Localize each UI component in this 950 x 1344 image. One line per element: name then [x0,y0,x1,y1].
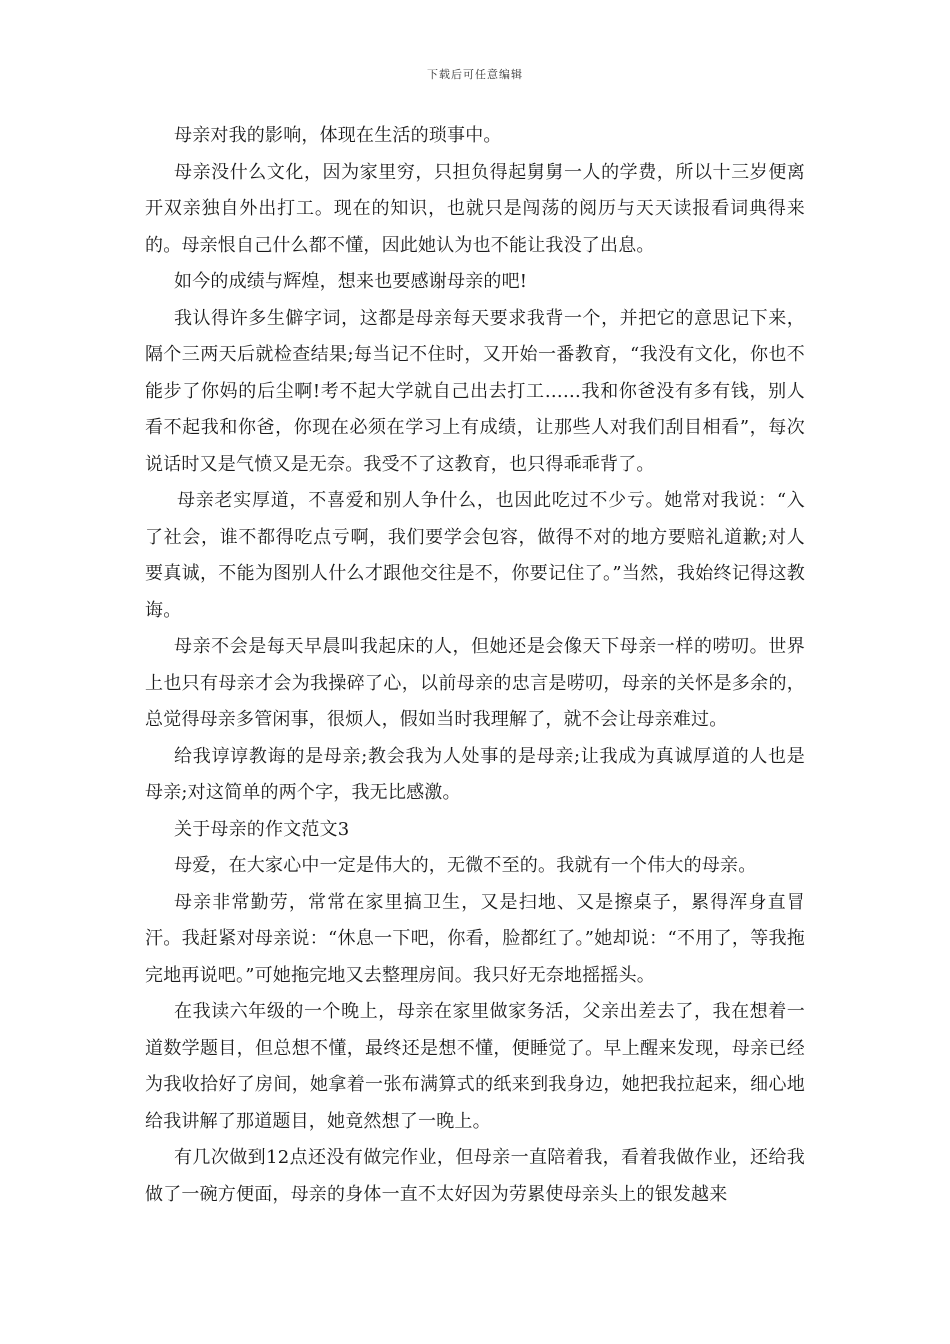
paragraph: 如今的成绩与辉煌，想来也要感谢母亲的吧! [174,271,528,292]
paragraph: 母亲对我的影响，体现在生活的琐事中。 [174,125,502,146]
paragraph: 母亲非常勤劳，常常在家里搞卫生，又是扫地、又是擦桌子，累得浑身直冒汗。我赶紧对母亲说：“休息一下吧，你看，脸都红了。”她却说：“不用了，等我拖完地再说吧。”可她拖完地又去整理房间。我只好无奈地摇摇头。 [145,891,805,986]
paragraph: 给我谆谆教诲的是母亲;教会我为人处事的是母亲;让我成为真诚厚道的人也是母亲;对这简单的两个字，我无比感激。 [145,745,805,803]
paragraph: 我认得许多生僻字词，这都是母亲每天要求我背一个，并把它的意思记下来，隔个三两天后就检查结果;每当记不住时，又开始一番教育，“我没有文化，你也不能步了你妈的后尘啊!考不起大学就自己出去打工……我和你爸没有多有钱，别人看不起我和你爸，你现在必须在学习上有成绩，让那些人对我们刮目相看”，每次说话时又是气愤又是无奈。我受不了这教育，也只得乖乖背了。 [145,307,805,475]
paragraph: 在我读六年级的一个晚上，母亲在家里做家务活，父亲出差去了，我在想着一道数学题目，但总想不懂，最终还是想不懂，便睡觉了。早上醒来发现，母亲已经为我收拾好了房间，她拿着一张布满算式的纸来到我身边，她把我拉起来，细心地给我讲解了那道题目，她竟然想了一晚上。 [145,1001,805,1132]
paragraph: 母爱，在大家心中一定是伟大的，无微不至的。我就有一个伟大的母亲。 [174,855,757,876]
document-body [145,118,805,1213]
paragraph: 有几次做到12点还没有做完作业，但母亲一直陪着我，看着我做作业，还给我做了一碗方便面，母亲的身体一直不太好因为劳累使母亲头上的银发越来 [145,1147,805,1205]
paragraph: 母亲不会是每天早晨叫我起床的人，但她还是会像天下母亲一样的唠叨。世界上也只有母亲才会为我操碎了心，以前母亲的忠言是唠叨，母亲的关怀是多余的，总觉得母亲多管闲事，很烦人，假如当时我理解了，就不会让母亲难过。 [145,636,805,730]
paragraph: 母亲没什么文化，因为家里穷，只担负得起舅舅一人的学费，所以十三岁便离开双亲独自外出打工。现在的知识，也就只是闯荡的阅历与天天读报看词典得来的。母亲恨自己什么都不懂，因此她认为也不能让我没了出息。 [145,161,805,256]
paragraph: 母亲老实厚道，不喜爱和别人争什么，也因此吃过不少亏。她常对我说：“入了社会，谁不都得吃点亏啊，我们要学会包容，做得不对的地方要赔礼道歉;对人要真诚，不能为图别人什么才跟他交往是不，你要记住了。”当然，我始终记得这教诲。 [145,490,805,621]
section-heading: 关于母亲的作文范文3 [174,818,350,840]
page-header: 下载后可任意编辑 [427,68,523,81]
